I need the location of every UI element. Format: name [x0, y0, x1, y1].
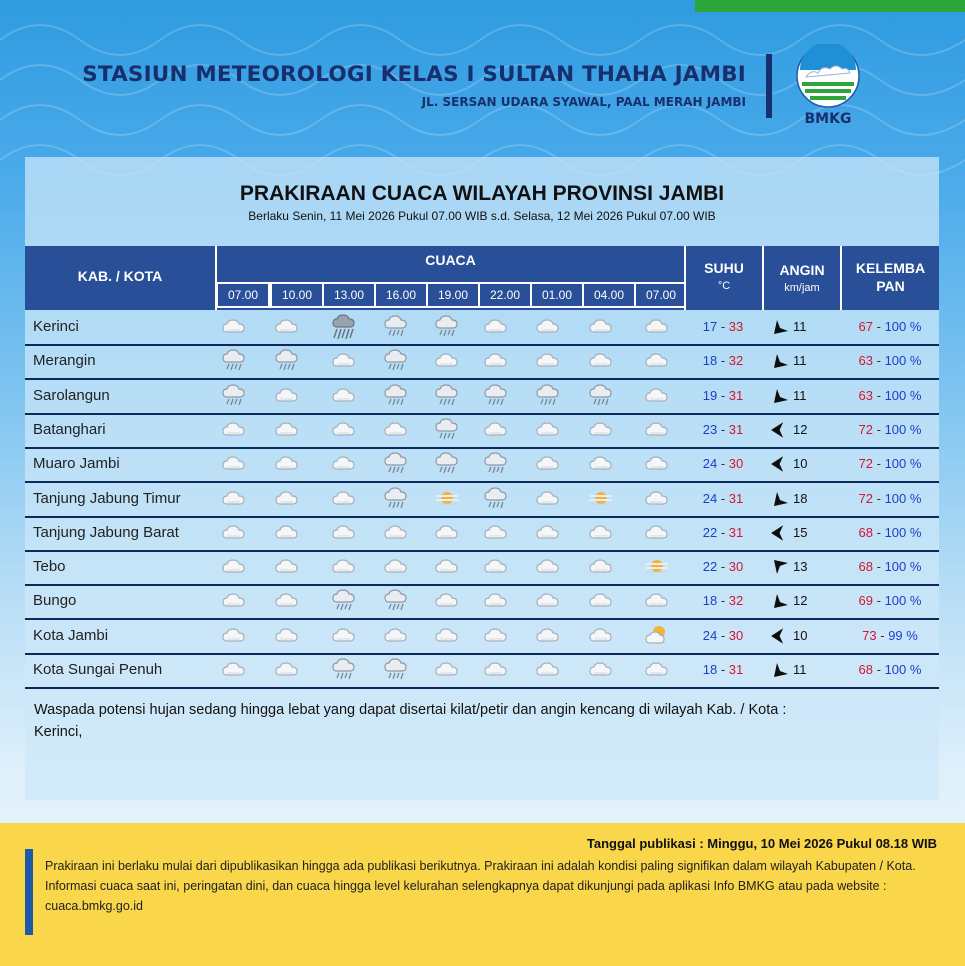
humidity-range: 72 - 100 %	[858, 490, 922, 506]
weather-warning	[34, 699, 824, 743]
wind-speed: 13	[793, 559, 808, 575]
temperature-range: 18 - 32	[702, 593, 744, 609]
table-row	[25, 344, 939, 380]
cloudy-icon	[588, 348, 614, 374]
rain-icon	[383, 451, 409, 477]
cloudy-icon	[483, 348, 509, 374]
temperature-range: 24 - 31	[702, 490, 744, 506]
table-row	[25, 447, 939, 483]
region-name: Tanjung Jabung Barat	[33, 523, 179, 541]
humidity-max: 100 %	[884, 662, 922, 677]
temp-min: 18	[702, 662, 718, 677]
column-header-wind-unit: km/jam	[784, 282, 820, 294]
humidity-range: 68 - 100 %	[858, 524, 922, 540]
table-row	[25, 516, 939, 552]
cloudy-icon	[274, 623, 300, 649]
humidity-min: 68	[858, 662, 874, 677]
cloudy-icon	[331, 417, 357, 443]
humidity-max: 100 %	[884, 559, 922, 575]
forecast-title: PRAKIRAAN CUACA WILAYAH PROVINSI JAMBI	[239, 182, 725, 205]
temperature-range: 19 - 31	[702, 387, 744, 403]
humidity-max: 100 %	[884, 524, 922, 540]
wind-info	[765, 619, 841, 653]
rain-icon	[483, 451, 509, 477]
column-header-region: KAB. / KOTA	[77, 268, 163, 284]
rain-icon	[434, 451, 460, 477]
wind-info	[765, 653, 841, 687]
cloudy-icon	[588, 314, 614, 340]
temp-min: 19	[702, 387, 718, 403]
humidity-range: 69 - 100 %	[858, 593, 922, 609]
table-row	[25, 550, 939, 586]
time-slot-header: 10.00	[272, 284, 322, 306]
rain-icon	[535, 383, 561, 409]
wind-info	[765, 482, 841, 516]
cloudy-icon	[644, 348, 670, 374]
footer	[0, 823, 965, 966]
cloudy-icon	[483, 520, 509, 546]
rain-icon	[331, 588, 357, 614]
cloudy-icon	[588, 417, 614, 443]
temp-min: 18	[702, 593, 718, 609]
region-name: Muaro Jambi	[33, 455, 120, 473]
time-slot-header: 04.00	[584, 284, 634, 306]
wind-info	[765, 413, 841, 447]
humidity-min: 72	[858, 421, 874, 437]
cloudy-icon	[274, 588, 300, 614]
cloudy-icon	[434, 554, 460, 580]
region-name: Merangin	[33, 352, 96, 370]
cloudy-icon	[434, 520, 460, 546]
humidity-range: 73 - 99 %	[862, 627, 918, 643]
temp-max: 31	[728, 490, 744, 506]
time-slot-header: 07.00	[636, 284, 686, 306]
temperature-range: 18 - 31	[702, 662, 744, 677]
heavy-rain-icon	[331, 314, 357, 340]
time-slot-header: 01.00	[532, 284, 582, 306]
wind-direction-arrow-icon	[773, 593, 789, 609]
publication-date: Tanggal publikasi : Minggu, 10 Mei 2026 Pukul 08.18 WIB	[586, 836, 937, 851]
table-header	[25, 246, 939, 310]
header-divider	[766, 54, 772, 118]
column-header-humidity-line1: KELEMBA	[855, 260, 926, 276]
rain-icon	[383, 657, 409, 683]
rain-icon	[434, 383, 460, 409]
temperature-range: 23 - 31	[702, 421, 744, 437]
cloudy-icon	[644, 451, 670, 477]
rain-icon	[274, 348, 300, 374]
warning-regions: Kerinci,	[34, 724, 83, 740]
haze-icon	[644, 554, 670, 580]
table-row	[25, 584, 939, 620]
temperature-range: 24 - 30	[702, 456, 744, 472]
wind-direction-arrow-icon	[773, 662, 789, 678]
region-name: Kota Sungai Penuh	[33, 661, 163, 678]
wind-info	[765, 447, 841, 481]
time-slot-header: 16.00	[376, 284, 426, 306]
cloudy-icon	[274, 383, 300, 409]
station-title: STASIUN METEOROLOGI KELAS I SULTAN THAHA JAMBI	[82, 62, 746, 87]
cloudy-icon	[644, 657, 670, 683]
temp-min: 17	[702, 319, 718, 334]
humidity-min: 69	[858, 593, 874, 609]
humidity-range: 63 - 100 %	[858, 387, 922, 403]
cloudy-icon	[483, 417, 509, 443]
wind-direction-arrow-icon	[770, 419, 793, 442]
temperature-range: 18 - 32	[702, 353, 744, 369]
rain-icon	[434, 314, 460, 340]
bmkg-logo-text: BMKG	[804, 111, 852, 127]
temp-max: 30	[728, 559, 744, 575]
humidity-range: 72 - 100 %	[858, 456, 922, 472]
cloudy-icon	[331, 520, 357, 546]
wind-speed: 11	[793, 387, 807, 403]
rain-icon	[221, 383, 247, 409]
temp-max: 32	[728, 353, 744, 369]
humidity-max: 99 %	[888, 627, 918, 643]
column-header-wind: ANGIN	[779, 262, 825, 278]
cloudy-icon	[221, 451, 247, 477]
wind-speed: 10	[793, 456, 808, 472]
cloudy-icon	[331, 383, 357, 409]
humidity-min: 68	[858, 559, 874, 575]
humidity-max: 100 %	[884, 456, 922, 472]
humidity-max: 100 %	[884, 421, 922, 437]
humidity-max: 100 %	[884, 593, 922, 609]
accent-bar	[695, 0, 965, 12]
humidity-max: 100 %	[884, 353, 922, 369]
cloudy-icon	[535, 554, 561, 580]
wind-info	[765, 310, 841, 344]
cloudy-icon	[434, 623, 460, 649]
cloudy-icon	[383, 417, 409, 443]
warning-text: Waspada potensi hujan sedang hingga lebat yang dapat disertai kilat/petir dan angin kencang di wilayah Kab. / Kota :	[34, 702, 787, 718]
wind-direction-arrow-icon	[770, 453, 793, 476]
cloudy-icon	[535, 348, 561, 374]
temp-max: 31	[728, 524, 744, 540]
cloudy-icon	[535, 657, 561, 683]
cloudy-icon	[588, 588, 614, 614]
cloudy-icon	[331, 554, 357, 580]
cloudy-icon	[535, 486, 561, 512]
wind-direction-arrow-icon	[773, 388, 789, 404]
region-name: Bungo	[33, 592, 77, 610]
table-row	[25, 310, 939, 346]
cloudy-icon	[644, 486, 670, 512]
humidity-min: 67	[858, 319, 874, 334]
cloudy-icon	[331, 623, 357, 649]
header-divider-line	[684, 246, 686, 310]
time-slot-row	[216, 282, 684, 308]
temperature-range: 17 - 33	[702, 319, 744, 334]
region-name: Kerinci	[33, 318, 79, 335]
table-row	[25, 482, 939, 518]
temp-min: 22	[702, 524, 718, 540]
cloudy-icon	[331, 348, 357, 374]
time-slot-header: 07.00	[218, 284, 268, 306]
temp-min: 24	[702, 456, 718, 472]
humidity-range: 72 - 100 %	[858, 421, 922, 437]
cloudy-icon	[434, 657, 460, 683]
wind-speed: 12	[793, 593, 808, 609]
rain-icon	[434, 417, 460, 443]
region-name: Tanjung Jabung Timur	[33, 489, 181, 507]
humidity-max: 100 %	[884, 490, 922, 506]
wind-direction-arrow-icon	[770, 624, 793, 647]
cloudy-icon	[434, 348, 460, 374]
cloudy-icon	[331, 486, 357, 512]
wind-info	[765, 550, 841, 584]
haze-icon	[434, 486, 460, 512]
cloudy-icon	[221, 417, 247, 443]
cloudy-icon	[274, 486, 300, 512]
humidity-min: 72	[858, 456, 874, 472]
cloudy-icon	[483, 588, 509, 614]
humidity-range: 68 - 100 %	[858, 559, 922, 575]
cloudy-icon	[434, 588, 460, 614]
temp-min: 18	[702, 353, 718, 369]
cloudy-icon	[383, 623, 409, 649]
cloudy-icon	[274, 417, 300, 443]
wind-info	[765, 516, 841, 550]
cloudy-icon	[535, 623, 561, 649]
cloudy-icon	[221, 314, 247, 340]
cloudy-icon	[483, 657, 509, 683]
wind-info	[765, 584, 841, 618]
wind-speed: 15	[793, 524, 808, 540]
cloudy-icon	[535, 417, 561, 443]
region-name: Sarolangun	[33, 386, 110, 404]
region-name: Kota Jambi	[33, 626, 109, 644]
time-slot-header: 13.00	[324, 284, 374, 306]
cloudy-icon	[644, 417, 670, 443]
humidity-max: 100 %	[884, 387, 922, 403]
humidity-min: 63	[858, 353, 874, 369]
rain-icon	[483, 383, 509, 409]
humidity-min: 73	[862, 627, 877, 643]
region-name: Tebo	[33, 558, 66, 576]
temp-min: 23	[702, 421, 718, 437]
wind-speed: 11	[793, 353, 807, 369]
humidity-max: 100 %	[884, 319, 922, 334]
rain-icon	[383, 314, 409, 340]
humidity-range: 68 - 100 %	[858, 662, 922, 677]
cloudy-icon	[483, 554, 509, 580]
footer-accent-bar	[25, 849, 33, 935]
forecast-validity: Berlaku Senin, 11 Mei 2026 Pukul 07.00 WIB s.d. Selasa, 12 Mei 2026 Pukul 07.00 WIB	[248, 209, 716, 223]
temp-min: 24	[702, 490, 718, 506]
cloudy-icon	[331, 451, 357, 477]
wind-direction-arrow-icon	[770, 521, 793, 544]
cloudy-icon	[221, 623, 247, 649]
cloudy-icon	[588, 657, 614, 683]
rain-icon	[383, 383, 409, 409]
cloudy-icon	[644, 588, 670, 614]
cloudy-icon	[274, 554, 300, 580]
column-header-humidity-line2: PAN	[876, 278, 905, 294]
wind-direction-arrow-icon	[773, 559, 789, 575]
wind-speed: 11	[793, 662, 807, 677]
wind-direction-arrow-icon	[773, 353, 789, 369]
temp-max: 30	[728, 456, 744, 472]
temperature-range: 22 - 31	[702, 524, 744, 540]
cloudy-icon	[483, 314, 509, 340]
cloudy-icon	[588, 623, 614, 649]
column-header-weather: CUACA	[425, 252, 476, 268]
cloudy-icon	[483, 623, 509, 649]
cloudy-icon	[221, 486, 247, 512]
temp-max: 31	[728, 421, 744, 437]
rain-icon	[588, 383, 614, 409]
rain-icon	[221, 348, 247, 374]
cloudy-icon	[644, 314, 670, 340]
table-row	[25, 653, 939, 689]
rain-icon	[331, 657, 357, 683]
humidity-range: 67 - 100 %	[858, 319, 922, 334]
temp-max: 32	[728, 593, 744, 609]
wind-speed: 11	[793, 319, 807, 334]
temperature-range: 22 - 30	[702, 559, 744, 575]
cloudy-icon	[588, 520, 614, 546]
cloudy-icon	[535, 314, 561, 340]
column-header-temp-unit: °C	[717, 280, 731, 292]
rain-icon	[483, 486, 509, 512]
temp-max: 30	[728, 627, 744, 643]
temp-max: 31	[728, 662, 744, 677]
disclaimer-text: Prakiraan ini berlaku mulai dari dipublikasikan hingga ada publikasi berikutnya. Prakiraan ini adalah kondisi paling signifikan dalam wilayah Kabupaten / Kota. Informasi cuaca saat ini, peringatan dini, dan cuaca hingga level kelurahan selengkapnya dapat dikunjungi pada aplikasi Info BMKG atau pada website : cuaca.bmkg.go.id	[45, 859, 916, 913]
region-name: Batanghari	[33, 420, 106, 438]
cloudy-icon	[535, 588, 561, 614]
wind-speed: 10	[793, 627, 808, 643]
station-address: JL. SERSAN UDARA SYAWAL, PAAL MERAH JAMBI	[421, 95, 746, 109]
humidity-min: 68	[858, 524, 874, 540]
cloudy-icon	[274, 657, 300, 683]
cloudy-icon	[221, 588, 247, 614]
rain-icon	[383, 588, 409, 614]
rain-icon	[383, 486, 409, 512]
column-header-temp: SUHU	[704, 260, 744, 276]
table-row	[25, 379, 939, 415]
temp-max: 33	[728, 319, 744, 334]
temp-min: 24	[702, 627, 718, 643]
time-slot-header: 22.00	[480, 284, 530, 306]
cloudy-icon	[535, 520, 561, 546]
wind-direction-arrow-icon	[773, 491, 789, 507]
cloudy-icon	[588, 554, 614, 580]
partly-cloudy-icon	[644, 623, 670, 649]
cloudy-icon	[383, 520, 409, 546]
cloudy-icon	[588, 451, 614, 477]
cloudy-icon	[274, 520, 300, 546]
cloudy-icon	[274, 314, 300, 340]
cloudy-icon	[383, 554, 409, 580]
cloudy-icon	[644, 520, 670, 546]
cloudy-icon	[221, 554, 247, 580]
cloudy-icon	[274, 451, 300, 477]
wind-speed: 18	[793, 490, 808, 506]
header-divider-line	[762, 246, 764, 310]
temp-max: 31	[728, 387, 744, 403]
humidity-min: 63	[858, 387, 874, 403]
wind-info	[765, 344, 841, 378]
wind-info	[765, 379, 841, 413]
temp-min: 22	[702, 559, 718, 575]
time-slot-header: 19.00	[428, 284, 478, 306]
bmkg-logo-icon	[796, 44, 860, 108]
wind-direction-arrow-icon	[773, 319, 789, 335]
cloudy-icon	[535, 451, 561, 477]
temperature-range: 24 - 30	[702, 627, 744, 643]
rain-icon	[383, 348, 409, 374]
humidity-range: 63 - 100 %	[858, 353, 922, 369]
table-row	[25, 413, 939, 449]
haze-icon	[588, 486, 614, 512]
cloudy-icon	[644, 383, 670, 409]
cloudy-icon	[221, 657, 247, 683]
wind-speed: 12	[793, 421, 808, 437]
cloudy-icon	[221, 520, 247, 546]
table-row	[25, 619, 939, 655]
humidity-min: 72	[858, 490, 874, 506]
